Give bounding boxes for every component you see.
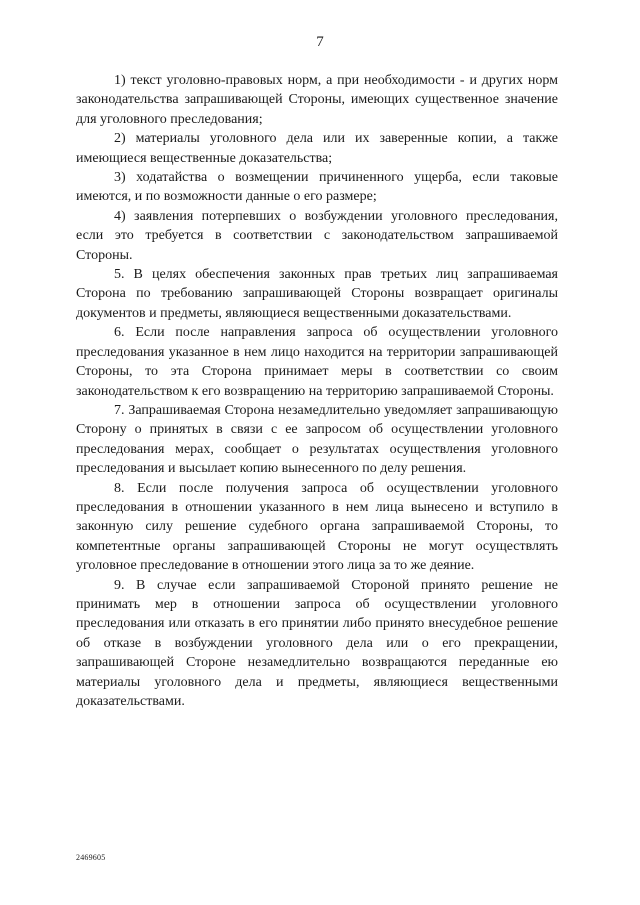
paragraph-clause-9: 9. В случае если запрашиваемой Стороной принято решение не принимать мер в отношении запроса об осуществлении уголовного преследования или отказать в его принятии либо принято внесудебное решение об отказе в возбуждении уголовного дела или о его прекращении, запрашивающей Стороне незамедлительно возвращаются переданные ею материалы уголовного дела и предметы, являющиеся вещественными доказательствами. — [76, 577, 558, 709]
paragraph-item-1: 1) текст уголовно-правовых норм, а при необходимости - и других норм законодательства запрашивающей Стороны, имеющих существенное значение для уголовного преследования; — [76, 73, 558, 127]
paragraph-item-4: 4) заявления потерпевших о возбуждении уголовного преследования, если это требуется в соответствии с законодательством запрашиваемой Стороны. — [76, 208, 558, 263]
paragraph-clause-8: 8. Если после получения запроса об осуществлении уголовного преследования в отношении указанного в нем лица вынесено и вступило в законную силу решение судебного органа запрашиваемой Стороны, то компетентные органы запрашивающей Стороны не могут осуществлять уголовное преследование в отношении этого лица за то же деяние. — [76, 480, 558, 574]
page-number: 7 — [316, 34, 324, 50]
document-body — [76, 71, 558, 711]
paragraph-item-2: 2) материалы уголовного дела или их заверенные копии, а также имеющиеся вещественные доказательства; — [76, 131, 558, 166]
paragraph-clause-6: 6. Если после направления запроса об осуществлении уголовного преследования указанное в нем лицо находится на территории запрашивающей Стороны, то эта Сторона принимает меры в соответствии со своим законодательством к его возвращению на территорию запрашиваемой Стороны. — [76, 325, 558, 399]
paragraph-clause-7: 7. Запрашиваемая Сторона незамедлительно уведомляет запрашивающую Сторону о принятых в связи с ее запросом об осуществлении уголовного преследования мерах, сообщает о результатах осуществления уголовного преследования и высылает копию вынесенного по делу решения. — [76, 402, 558, 477]
document-code: 2469605 — [76, 853, 106, 862]
paragraph-clause-5: 5. В целях обеспечения законных прав третьих лиц запрашиваемая Сторона по требованию запрашивающей Стороны возвращает оригиналы документов и предметы, являющиеся вещественными доказательствами. — [76, 267, 558, 321]
paragraph-item-3: 3) ходатайства о возмещении причиненного ущерба, если таковые имеются, и по возможности данные о его размере; — [76, 170, 558, 205]
